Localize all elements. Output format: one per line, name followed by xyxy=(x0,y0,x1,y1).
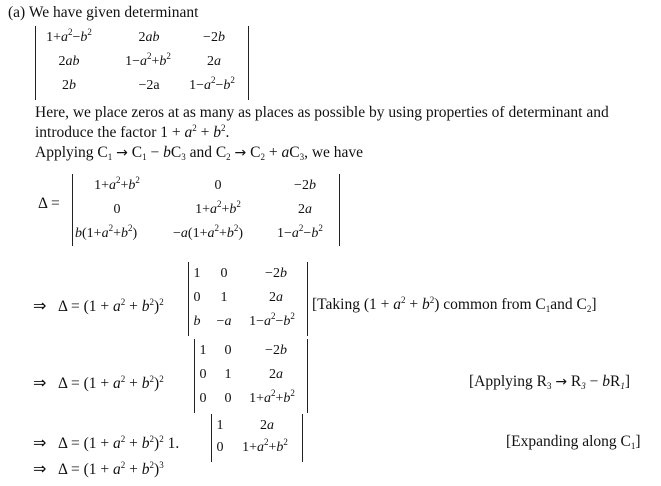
det4-r2c1: 0 xyxy=(199,367,207,382)
det2 xyxy=(72,174,340,246)
det4-r1c3: −2b xyxy=(265,343,287,358)
heading-text: We have given determinant xyxy=(28,4,199,21)
det4 xyxy=(194,339,308,413)
delta-equals: Δ = xyxy=(38,195,60,212)
det1-r2c2: $1-a^2+b^2$ xyxy=(125,51,171,69)
det2-r2c3: 2a xyxy=(298,202,312,217)
det2-r1c1: $1+a^2+b^2$ xyxy=(94,175,140,193)
det2-r2c1: 0 xyxy=(113,202,121,217)
det4-r1c1: 1 xyxy=(199,343,207,358)
det2-r1c3: −2b xyxy=(294,178,316,193)
part-label: (a) xyxy=(8,4,26,21)
paragraph-1: Here, we place zeros at as many as places as possible by using properties of determinant and xyxy=(35,104,609,121)
det3-r1c3: −2b xyxy=(265,266,287,281)
step3-note: [Taking $(1 + a^2 + b^2)$ common from $C_1and$ $C_2$] xyxy=(312,295,597,314)
det1-r2c1: 2ab xyxy=(58,54,80,69)
det1-r3c2: −2a xyxy=(138,78,160,93)
det1-r1c2: 2ab xyxy=(138,30,160,45)
det3 xyxy=(188,262,308,336)
det1-r3c1: 2b xyxy=(62,78,76,93)
det5-r2c2: $1+a^2+b^2$ xyxy=(242,437,288,455)
step5-lhs: ⇒ $\Delta = (1 + a^2 + b^2)^2$ 1. xyxy=(33,433,180,452)
paragraph-3: Applying $C_1 \to C_1 - bC_3$ and $C_2 \to C_2 + aC_3$, we have xyxy=(35,144,364,162)
det5 xyxy=(211,414,303,462)
given-determinant xyxy=(35,26,249,100)
det2-r3c3: $1-a^2-b^2$ xyxy=(277,223,323,241)
det5-r1c2: 2a xyxy=(260,418,274,433)
det2-r3c2: $-a(1+a^2+b^2)$ xyxy=(173,223,244,241)
det5-r1c1: 1 xyxy=(216,418,224,433)
det4-r2c2: 1 xyxy=(224,367,232,382)
det1-r1c1: $1+a^2-b^2$ xyxy=(46,27,92,45)
det3-r3c1: b xyxy=(193,314,201,329)
det2-r3c1: $b(1+a^2+b^2)$ xyxy=(75,223,138,241)
det4-r3c1: 0 xyxy=(199,391,207,406)
det4-r3c3: $1+a^2+b^2$ xyxy=(249,388,295,406)
final-result: ⇒ $\Delta = (1 + a^2 + b^2)^3$ xyxy=(33,459,164,478)
intro-heading xyxy=(8,4,198,22)
det3-r2c1: 0 xyxy=(193,290,201,305)
step4-note: [Applying $R_3 \to R_3 - bR_1$] xyxy=(469,373,631,391)
det2-r1c2: 0 xyxy=(214,178,222,193)
step5-note: [Expanding along $C_1$] xyxy=(506,433,641,451)
det5-r2c1: 0 xyxy=(216,440,224,455)
det3-r2c2: 1 xyxy=(220,290,228,305)
det4-r2c3: 2a xyxy=(269,367,283,382)
step4-lhs: ⇒ $\Delta = (1 + a^2 + b^2)^2$ xyxy=(33,373,164,392)
det3-r2c3: 2a xyxy=(269,290,283,305)
det1-r1c3: −2b xyxy=(203,30,225,45)
det3-r3c3: $1-a^2-b^2$ xyxy=(249,311,295,329)
det1-r2c3: 2a xyxy=(207,54,221,69)
det3-r1c1: 1 xyxy=(193,266,201,281)
det4-r3c2: 0 xyxy=(224,391,232,406)
det4-r1c2: 0 xyxy=(224,343,232,358)
det1-r3c3: $1-a^2-b^2$ xyxy=(189,75,235,93)
step3-lhs: ⇒ $\Delta = (1 + a^2 + b^2)^2$ xyxy=(33,296,164,315)
paragraph-2: introduce the factor $1 + a^2 + b^2$. xyxy=(35,123,230,141)
det3-r1c2: 0 xyxy=(220,266,228,281)
det3-r3c2: −a xyxy=(216,314,232,329)
det2-r2c2: $1+a^2+b^2$ xyxy=(195,199,241,217)
